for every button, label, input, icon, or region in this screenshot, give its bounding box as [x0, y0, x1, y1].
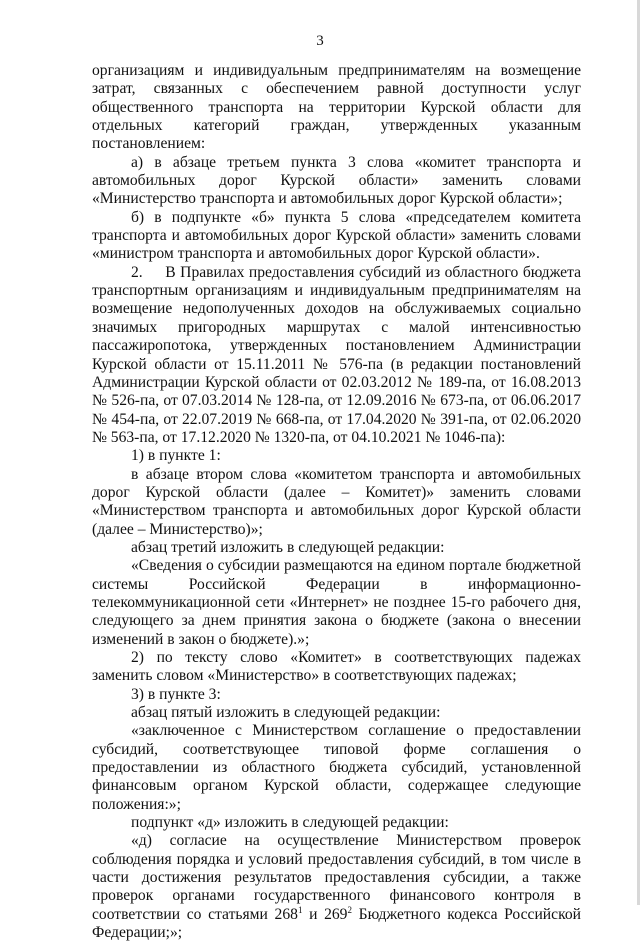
superscript: 2	[347, 904, 352, 915]
paragraph: абзац третий изложить в следующей редакции:	[131, 538, 445, 556]
paragraph: 2) по тексту слово «Комитет» в соответствующих падежах заменить словом «Министерство» в соответствующих падежах;	[92, 649, 581, 685]
paragraph: подпункт «д» изложить в следующей редакции:	[131, 814, 449, 832]
paragraph: б) в подпункте «б» пункта 5 слова «председателем комитета транспорта и автомобильных дорог Курской области» заменить словами «министром транспорта и автомобильных дорог Курской области».	[92, 208, 581, 263]
document-body	[92, 62, 581, 943]
paragraph: организациям и индивидуальным предпринимателям на возмещение затрат, связанных с обеспечением равной доступности услуг общественного транспорта на территории Курской области для отдельных категорий граждан, утвержденных указанным постановлением:	[92, 62, 581, 153]
paragraph: 2. В Правилах предоставления субсидий из областного бюджета транспортным организациям и индивидуальным предпринимателям на возмещение недополученных доходов на обслуживаемых социально значимых пригородных маршрутах с малой интенсивностью пассажиропотока, утвержденных постановлением Администрации Курской области от 15.11.2011 № 576-па (в редакции постановлений Администрации Курской области от 02.03.2012 № 189-па, от 16.08.2013 № 526-па, от 07.03.2014 № 128-па, от 12.09.2016 № 673-па, от 06.06.2017 № 454-па, от 22.07.2019 № 668-па, от 17.04.2020 № 391-па, от 02.06.2020 № 563-па, от 17.12.2020 № 1320-па, от 04.10.2021 № 1046-па):	[92, 263, 581, 446]
paragraph: 1) в пункте 1:	[131, 447, 221, 465]
superscript: 1	[297, 904, 303, 915]
paragraph: абзац пятый изложить в следующей редакции:	[131, 704, 441, 722]
paragraph: в абзаце втором слова «комитетом транспорта и автомобильных дорог Курской области (далее – Комитет)» заменить словами «Министерством транспорта и автомобильных дорог Курской области (далее – Министерство)»;	[92, 465, 581, 538]
paragraph	[92, 832, 581, 942]
paragraph-text: «д) согласие на осуществление Министерством проверок соблюдения порядка и условий предоставления субсидий, в том числе в части достижения результатов предоставления субсидии, а также проверок органами государственного финансового контроля в соответствии со статьями 268	[92, 832, 581, 923]
paragraph: 3) в пункте 3:	[131, 685, 221, 703]
paragraph-text: Бюджетного кодекса Российской Федерации;»;	[92, 905, 581, 942]
paragraph: «Сведения о субсидии размещаются на едином портале бюджетной системы Российской Федерации в информационно-телекоммуникационной сети «Интернет» не позднее 15-го рабочего дня, следующего за днем принятия закона о бюджете (закона о внесении изменений в закон о бюджете).»;	[92, 557, 581, 648]
page-number: 3	[316, 33, 324, 49]
paragraph: «заключенное с Министерством соглашение о предоставлении субсидий, соответствующее типовой форме соглашения о предоставлении из областного бюджета субсидий, установленной финансовым органом Курской области, содержащее следующие положения:»;	[92, 722, 581, 813]
paragraph-text: и 269	[302, 905, 348, 923]
paragraph: а) в абзаце третьем пункта 3 слова «комитет транспорта и автомобильных дорог Курской области» заменить словами «Министерство транспорта и автомобильных дорог Курской области»;	[92, 153, 581, 208]
